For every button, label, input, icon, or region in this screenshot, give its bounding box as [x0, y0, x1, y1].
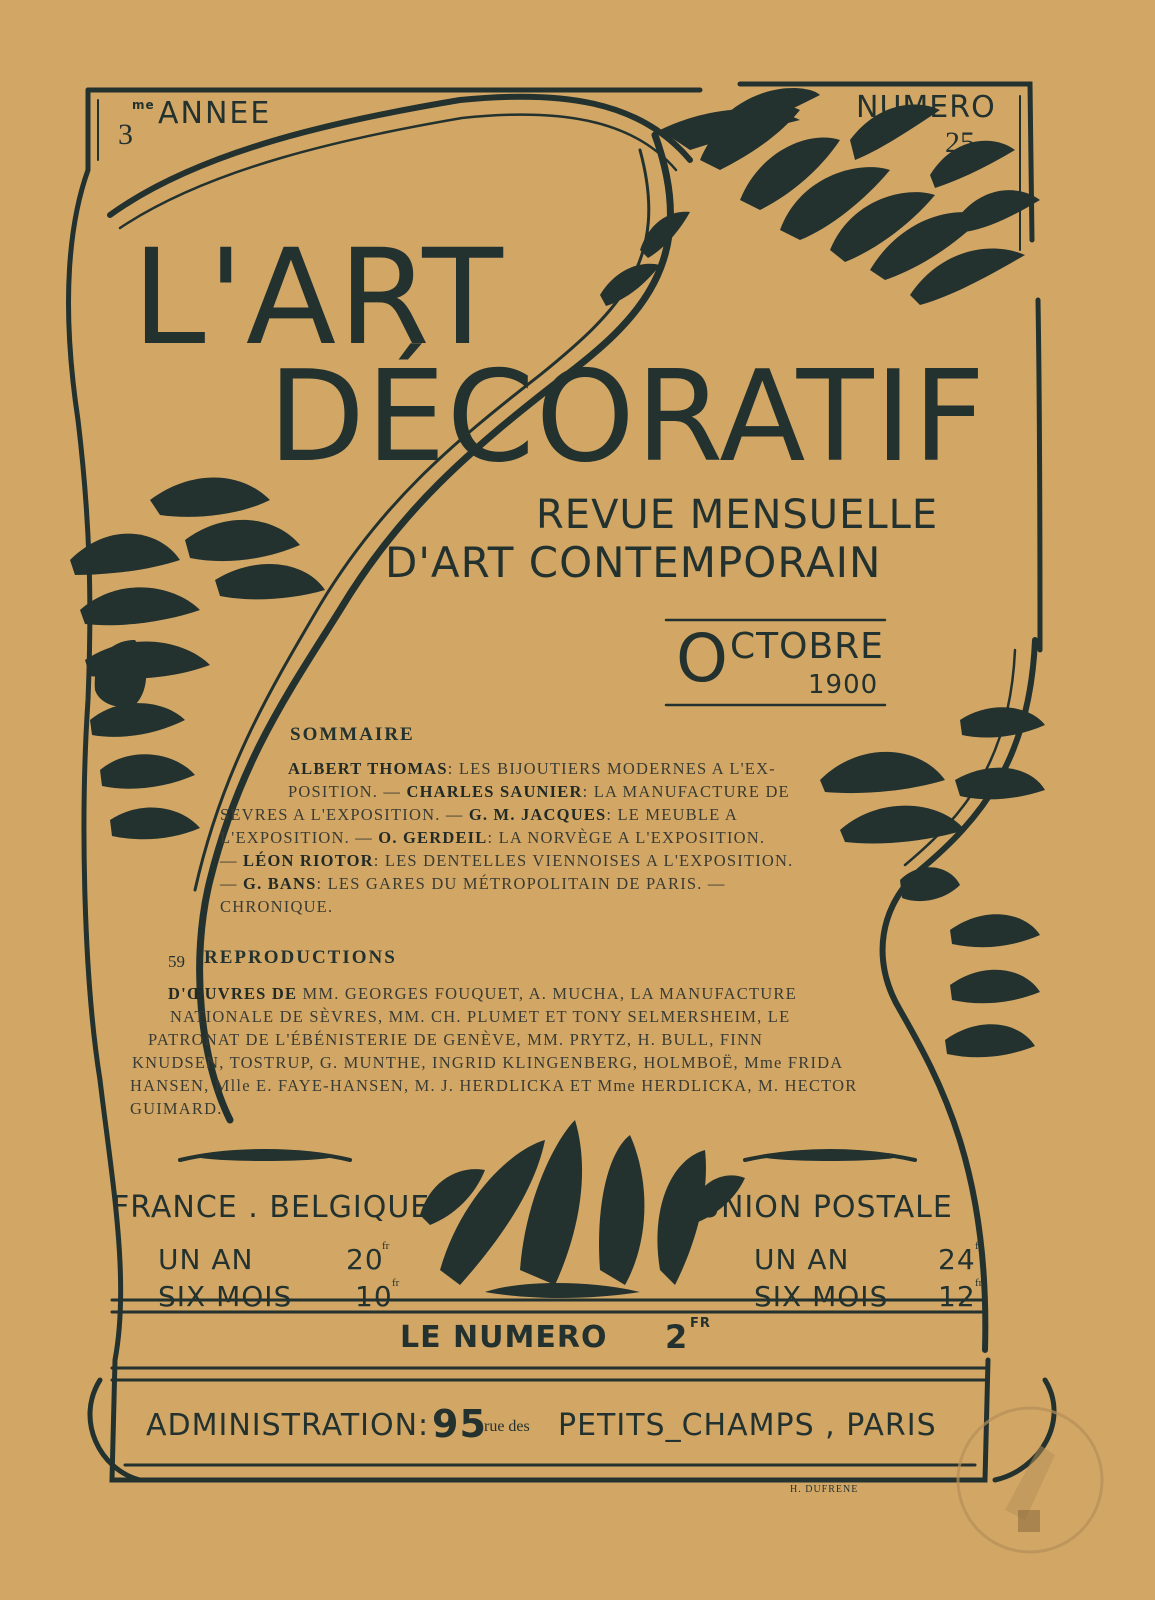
reproductions-heading: REPRODUCTIONS: [204, 947, 397, 968]
address-connector: rue des: [484, 1418, 530, 1435]
right-year-currency: fr: [975, 1240, 983, 1252]
sommaire-line: POSITION. — CHARLES SAUNIER: LA MANUFACTURE DE: [288, 782, 790, 801]
reproductions-count: 59: [168, 952, 185, 971]
reproductions-line: NATIONALE DE SÈVRES, MM. CH. PLUMET ET TONY SELMERSHEIM, LE: [170, 1007, 791, 1026]
reproductions-line: D'ŒUVRES DE MM. GEORGES FOUQUET, A. MUCHA, LA MANUFACTURE: [168, 984, 797, 1003]
year-suffix: me: [132, 98, 155, 112]
subtitle-line-1: REVUE MENSUELLE: [536, 492, 939, 538]
sommaire-line: SEVRES A L'EXPOSITION. — G. M. JACQUES: LE MEUBLE A: [220, 805, 738, 824]
reproductions-line: HANSEN, Mlle E. FAYE-HANSEN, M. J. HERDLICKA ET Mme HERDLICKA, M. HECTOR: [130, 1076, 858, 1095]
artist-signature: H. DUFRENE: [790, 1484, 859, 1495]
address-label: ADMINISTRATION:: [146, 1408, 430, 1443]
sommaire-line: — G. BANS: LES GARES DU MÉTROPOLITAIN DE PARIS. —: [220, 874, 726, 893]
year-number: 3: [118, 118, 133, 151]
address-street: PETITS_CHAMPS , PARIS: [558, 1408, 937, 1443]
right-six-currency: fr: [975, 1277, 983, 1289]
month-initial: O: [676, 620, 729, 697]
title-line-2: DÉCORATIF: [268, 343, 987, 490]
sommaire-line: CHRONIQUE.: [220, 897, 334, 916]
left-year-currency: fr: [382, 1240, 390, 1252]
right-six-price: 12: [938, 1280, 976, 1313]
right-year-price: 24: [938, 1243, 976, 1276]
left-year-label: UN AN: [158, 1243, 254, 1276]
date-year: 1900: [808, 670, 879, 700]
month-rest: CTOBRE: [730, 626, 884, 667]
left-region-label: FRANCE . BELGIQUE: [112, 1190, 431, 1225]
year-label: ANNEE: [158, 96, 272, 131]
reproductions-line: KNUDSEN, TOSTRUP, G. MUNTHE, INGRID KLINGENBERG, HOLMBOË, Mme FRIDA: [132, 1053, 844, 1072]
issue-label: NUMERO: [856, 90, 996, 125]
reproductions-line: PATRONAT DE L'ÉBÉNISTERIE DE GENÈVE, MM. PRYTZ, H. BULL, FINN: [148, 1030, 764, 1049]
right-year-label: UN AN: [754, 1243, 850, 1276]
left-six-label: SIX MOIS: [158, 1280, 293, 1313]
single-issue-currency: FR: [690, 1316, 711, 1331]
stamp-watermark-icon: [950, 1400, 1110, 1560]
left-year-price: 20: [346, 1243, 384, 1276]
single-issue-price: 2: [665, 1318, 689, 1356]
title-line-1: L'ART: [132, 221, 505, 375]
single-issue-label: LE NUMERO: [400, 1320, 608, 1355]
left-six-currency: fr: [392, 1277, 400, 1289]
sommaire-heading: SOMMAIRE: [290, 724, 415, 745]
sommaire-line: L'EXPOSITION. — O. GERDEIL: LA NORVÈGE A L'EXPOSITION.: [220, 828, 766, 847]
issue-number: 25: [945, 126, 975, 159]
sommaire-line: — LÉON RIOTOR: LES DENTELLES VIENNOISES A L'EXPOSITION.: [220, 851, 794, 870]
left-six-price: 10: [355, 1280, 393, 1313]
reproductions-line: GUIMARD.: [130, 1099, 223, 1118]
right-six-label: SIX MOIS: [754, 1280, 889, 1313]
right-region-label: UNION POSTALE: [698, 1190, 953, 1225]
sommaire-line: ALBERT THOMAS: LES BIJOUTIERS MODERNES A L'EX-: [288, 759, 776, 778]
subtitle-line-2: D'ART CONTEMPORAIN: [385, 538, 882, 587]
address-number: 95: [432, 1402, 487, 1446]
